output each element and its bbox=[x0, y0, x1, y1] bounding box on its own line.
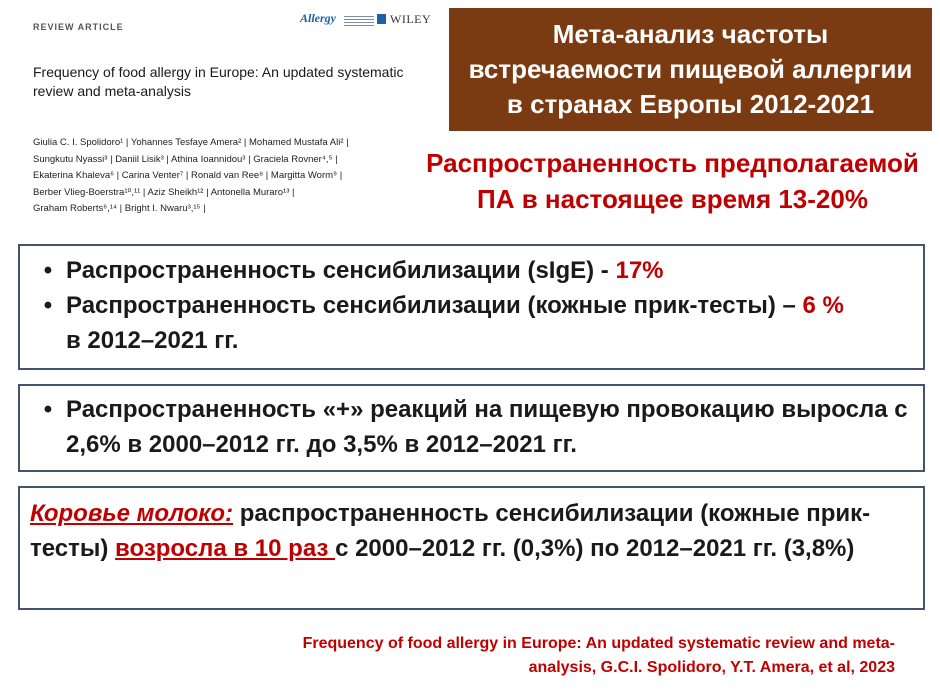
bullet-item bbox=[20, 386, 923, 462]
paper-title: Frequency of food allergy in Europe: An updated systematic review and meta-analysis bbox=[33, 64, 404, 99]
citation bbox=[200, 632, 895, 680]
prevalence-line: ПА в настоящее время 13-20% bbox=[477, 184, 868, 214]
slide-title-line: в странах Европы 2012-2021 bbox=[506, 89, 875, 119]
journal-logo bbox=[300, 8, 432, 36]
citation-line: analysis, G.C.I. Spolidoro, Y.T. Amera, et al, 2023 bbox=[528, 659, 895, 676]
cow-milk-label: Коровье молоко: bbox=[30, 500, 234, 527]
article-type-label: REVIEW ARTICLE bbox=[33, 22, 124, 32]
bullet-text: Распространенность сенсибилизации (sIgE) - bbox=[66, 257, 616, 284]
author-line: Giulia C. I. Spolidoro¹ | Yohannes Tesfaye Amera² | Mohamed Mustafa Ali² | bbox=[33, 137, 349, 148]
highlight-value: 17% bbox=[615, 257, 664, 284]
bullet-item bbox=[20, 246, 923, 288]
cow-milk-box bbox=[18, 486, 925, 610]
bullet-text-tail: в 2012–2021 гг. bbox=[66, 327, 239, 354]
prevalence-heading bbox=[410, 145, 935, 217]
author-list bbox=[33, 135, 403, 218]
eaaci-icon bbox=[377, 14, 386, 24]
slide-title-box bbox=[449, 8, 932, 131]
slide-title-line: Мета-анализ частоты bbox=[552, 19, 829, 49]
journal-logo-lines bbox=[344, 16, 374, 26]
bullet-text: Распространенность сенсибилизации (кожные прик-тесты) – bbox=[66, 292, 803, 319]
author-line: Ekaterina Khaleva⁶ | Carina Venter⁷ | Ronald van Ree⁸ | Margitta Worm⁹ | bbox=[33, 170, 343, 181]
author-line: Berber Vlieg-Boerstra¹⁰,¹¹ | Aziz Sheikh¹² | Antonella Muraro¹³ | bbox=[33, 186, 295, 198]
journal-name: Allergy bbox=[300, 11, 336, 25]
bullet-icon: • bbox=[43, 396, 53, 423]
increase-highlight: возросла в 10 раз bbox=[115, 535, 336, 562]
author-line: Graham Roberts⁶,¹⁴ | Bright I. Nwaru³,¹⁵ | bbox=[33, 203, 206, 214]
slide-title-line: встречаемости пищевой аллергии bbox=[468, 54, 913, 84]
bullet-icon: • bbox=[43, 292, 53, 319]
bullet-item bbox=[20, 288, 923, 358]
highlight-value: 6 % bbox=[802, 292, 844, 319]
citation-line: Frequency of food allergy in Europe: An updated systematic review and meta- bbox=[302, 635, 895, 652]
bullet-text: Распространенность «+» реакций на пищевую провокацию выросла с 2,6% в 2000–2012 гг. до 3,5% в 2012–2021 гг. bbox=[66, 396, 908, 458]
sensitization-box bbox=[18, 244, 925, 370]
provocation-box bbox=[18, 384, 925, 472]
prevalence-line: Распространенность предполагаемой bbox=[426, 148, 919, 178]
cow-milk-text: распространенность сенсибилизации (кожные прик-тесты) bbox=[30, 500, 871, 562]
cow-milk-text-end: с 2000–2012 гг. (0,3%) по 2012–2021 гг. (3,8%) bbox=[335, 535, 855, 562]
bullet-icon: • bbox=[43, 257, 53, 284]
author-line: Sungkutu Nyassi³ | Daniil Lisik³ | Athina Ioannidou³ | Graciela Rovner⁴,⁵ | bbox=[33, 153, 338, 165]
publisher-name: WILEY bbox=[390, 12, 432, 26]
